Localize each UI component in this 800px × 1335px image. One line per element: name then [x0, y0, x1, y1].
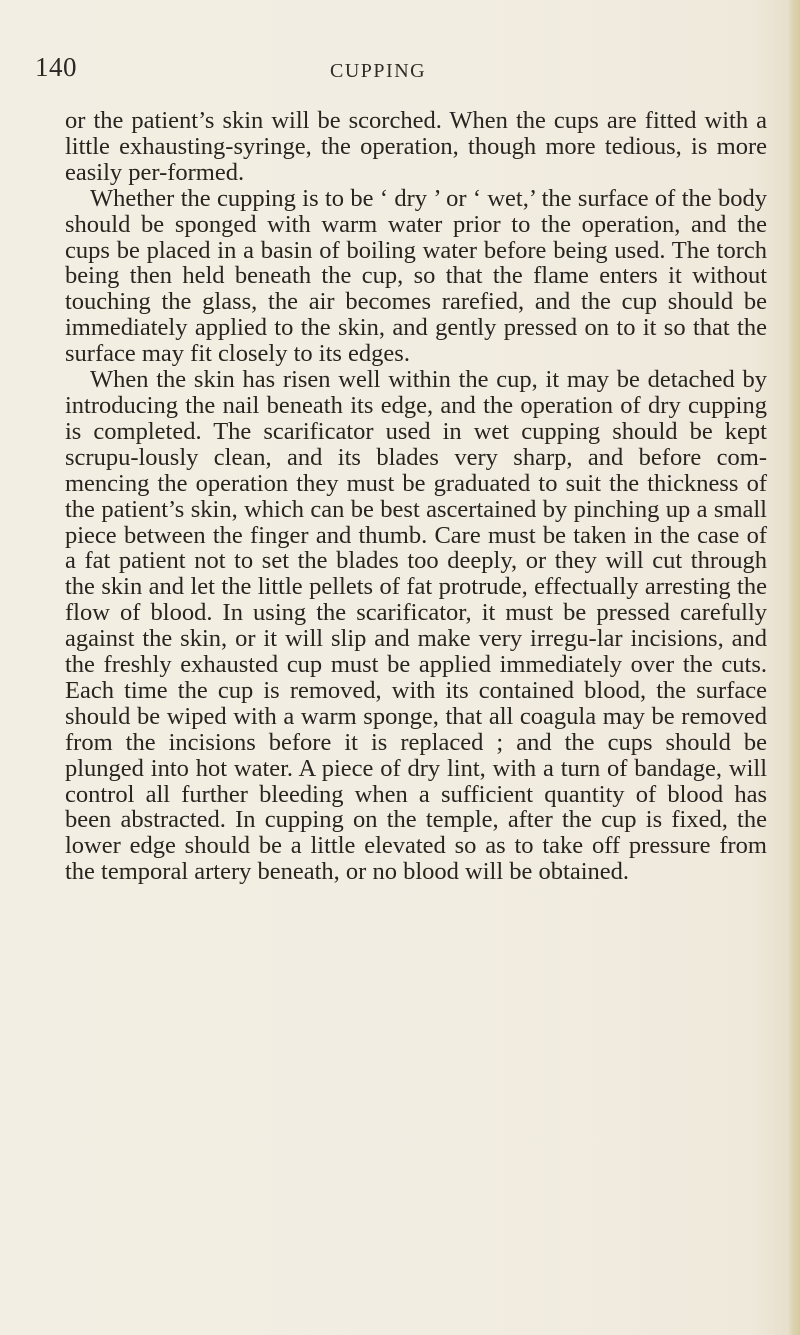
body-text [65, 108, 767, 885]
page-header [35, 52, 735, 92]
paragraph-dry-or-wet: Whether the cupping is to be ‘ dry ’ or ‘ wet,’ the surface of the body should be sponged with warm water prior to the operation, and the cups be placed in a basin of boiling water before being used. The torch being then held beneath the cup, so that the flame enters it without touching the glass, the air becomes rarefied, and the cup should be immediately applied to the skin, and gently pressed on to it so that the surface may fit closely to its edges. [65, 184, 767, 368]
page-number: 140 [35, 52, 77, 82]
running-head: CUPPING [330, 60, 427, 82]
page-edge-shadow [788, 0, 800, 1335]
paragraph-scarificator: When the skin has risen well within the cup, it may be detached by introducing the nail beneath its edge, and the operation of dry cupping is completed. The scarificator used in wet cupping should be kept scrupu-lously clean, and its blades very sharp, and before com-mencing the operation they must be graduated to suit the thickness of the patient’s skin, which can be best ascertained by pinching up a small piece between the finger and thumb. Care must be taken in the case of a fat patient not to set the blades too deeply, or they will cut through the skin and let the little pellets of fat protrude, effectually arresting the flow of blood. In using the scarificator, it must be pressed carefully against the skin, or it will slip and make very irregu-lar incisions, and the freshly exhausted cup must be applied immediately over the cuts. Each time the cup is removed, with its contained blood, the surface should be wiped with a warm sponge, that all coagula may be removed from the incisions before it is replaced ; and the cups should be plunged into hot water. A piece of dry lint, with a turn of bandage, will control all further bleeding when a sufficient quantity of blood has been abstracted. In cupping on the temple, after the cup is fixed, the lower edge should be a little elevated so as to take off pressure from the temporal artery beneath, or no blood will be obtained. [65, 366, 767, 886]
paragraph-continuation: or the patient’s skin will be scorched. When the cups are fitted with a little exhausting-syringe, the operation, though more tedious, is more easily per-formed. [65, 107, 767, 186]
